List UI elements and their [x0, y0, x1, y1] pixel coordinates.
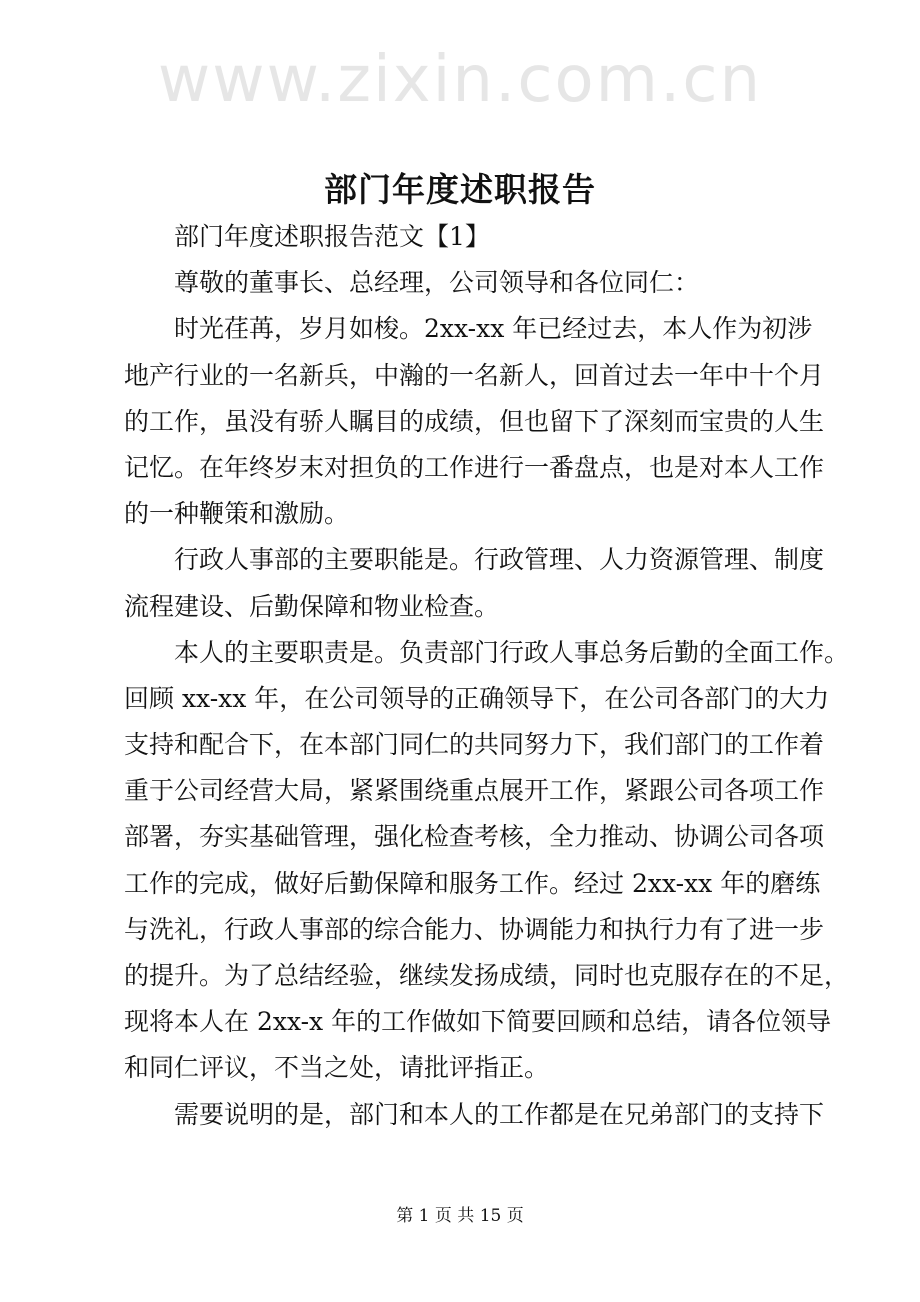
text-line: 本人的主要职责是。负责部门行政人事总务后勤的全面工作。	[174, 637, 850, 667]
text-line: 地产行业的一名新兵，中瀚的一名新人，回首过去一年中十个月	[124, 360, 825, 390]
text-line: 部门年度述职报告范文【1】	[174, 222, 490, 251]
document-body	[124, 214, 850, 1138]
text-line: 流程建设、后勤保障和物业检查。	[124, 591, 500, 621]
text-line: 支持和配合下，在本部门同仁的共同努力下，我们部门的工作着	[124, 730, 825, 760]
text-line: 和同仁评议，不当之处，请批评指正。	[124, 1053, 550, 1083]
text-line: 重于公司经营大局，紧紧围绕重点展开工作，紧跟公司各项工作	[124, 776, 825, 806]
paragraph	[124, 214, 806, 260]
text-line: 尊敬的董事长、总经理，公司领导和各位同仁：	[174, 268, 700, 298]
paragraph	[124, 537, 825, 629]
paragraph	[124, 630, 850, 1092]
page-footer: 第 1 页 共 15 页	[396, 1206, 524, 1226]
text-line: 的提升。为了总结经验，继续发扬成绩，同时也克服存在的不足，	[124, 961, 850, 990]
paragraph	[124, 260, 806, 306]
text-line: 回顾 xx-xx 年，在公司领导的正确领导下，在公司各部门的大力	[124, 683, 830, 713]
watermark: www.zixin.com.cn	[157, 43, 763, 117]
text-line: 与洗礼，行政人事部的综合能力、协调能力和执行力有了进一步	[124, 914, 825, 944]
paragraph	[124, 1092, 825, 1138]
text-line: 需要说明的是，部门和本人的工作都是在兄弟部门的支持下	[174, 1099, 825, 1129]
text-line: 工作的完成，做好后勤保障和服务工作。经过 2xx-xx 年的磨练	[124, 868, 821, 898]
text-line: 的工作，虽没有骄人瞩目的成绩，但也留下了深刻而宝贵的人生	[124, 406, 825, 436]
text-line: 的一种鞭策和激励。	[124, 499, 350, 529]
text-line: 记忆。在年终岁末对担负的工作进行一番盘点，也是对本人工作	[124, 452, 825, 482]
text-line: 行政人事部的主要职能是。行政管理、人力资源管理、制度	[174, 545, 825, 575]
paragraph	[124, 306, 825, 537]
document-title: 部门年度述职报告	[324, 170, 596, 209]
text-line: 时光荏苒，岁月如梭。2xx-xx 年已经过去，本人作为初涉	[174, 314, 813, 344]
text-line: 部署，夯实基础管理，强化检查考核，全力推动、协调公司各项	[124, 822, 825, 852]
text-line: 现将本人在 2xx-x 年的工作做如下简要回顾和总结，请各位领导	[124, 1007, 832, 1037]
